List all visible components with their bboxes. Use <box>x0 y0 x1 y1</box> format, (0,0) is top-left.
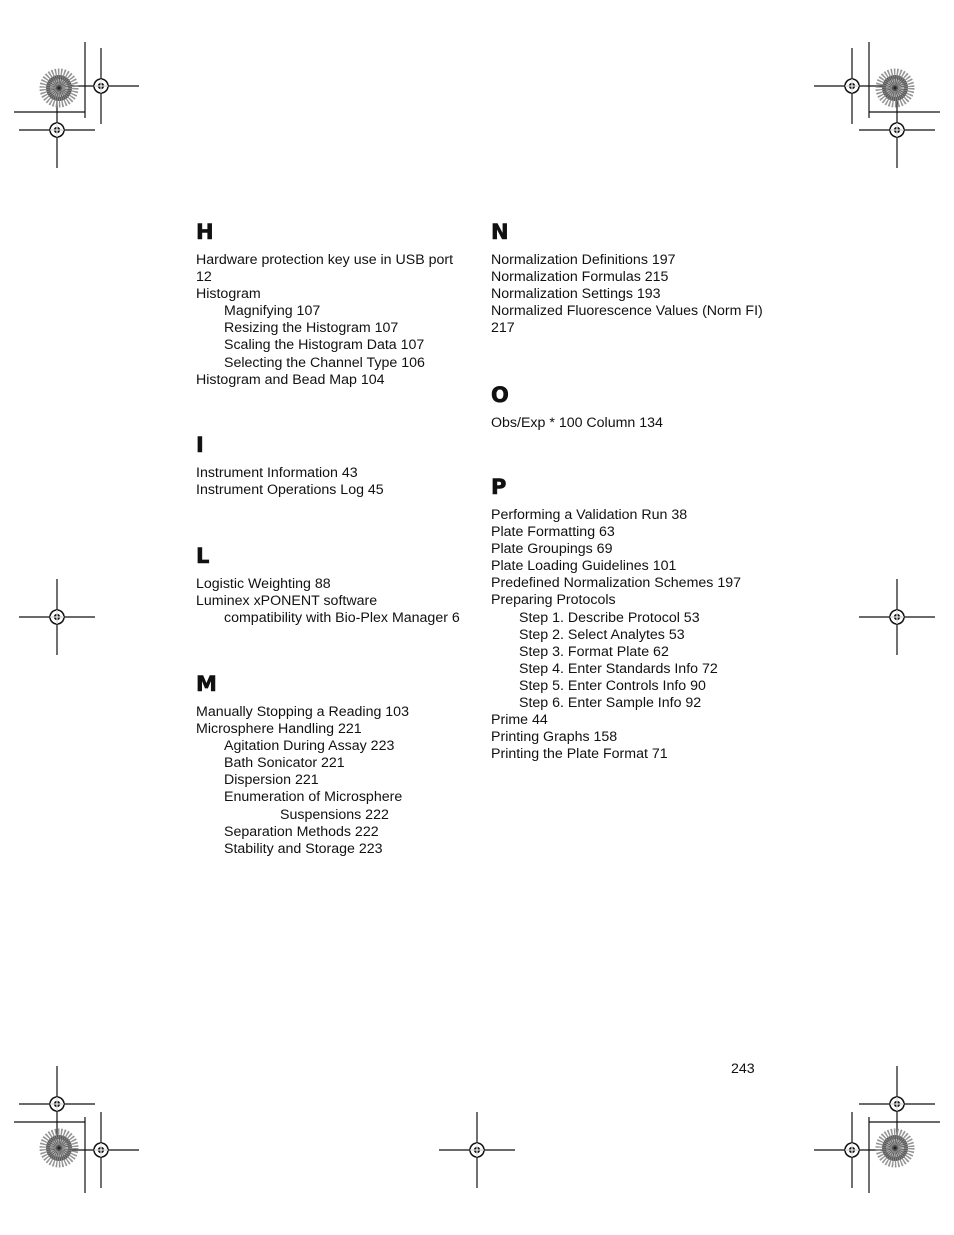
index-entry: Logistic Weighting 88 <box>196 576 331 592</box>
index-entry: Histogram and Bead Map 104 <box>196 371 385 388</box>
index-subentry: Magnifying 107 <box>224 303 321 320</box>
index-subentry: Step 5. Enter Controls Info 90 <box>519 677 706 694</box>
index-subentry: Enumeration of Microsphere <box>224 789 403 806</box>
section-letter: H <box>196 220 214 244</box>
section-letter: N <box>491 220 509 244</box>
index-entry: Normalized Fluorescence Values (Norm FI) <box>491 303 763 320</box>
index-entry: Histogram <box>196 286 261 303</box>
index-subentry: Step 1. Describe Protocol 53 <box>519 609 700 626</box>
index-subentry: Step 4. Enter Standards Info 72 <box>519 660 718 677</box>
section-letter: O <box>491 383 509 407</box>
index-entry: Plate Formatting 63 <box>491 524 615 541</box>
index-section-i <box>196 433 476 499</box>
index-subentry: Step 3. Format Plate 62 <box>519 643 669 660</box>
index-entry: Normalization Formulas 215 <box>491 269 669 286</box>
index-entry: Instrument Information 43 <box>196 465 358 481</box>
registration-target <box>19 579 95 655</box>
registration-target <box>439 1112 515 1188</box>
index-section-n <box>491 220 771 337</box>
index-section-o <box>491 383 771 432</box>
index-subentry: Stability and Storage 223 <box>224 840 383 857</box>
index-subentry: Selecting the Channel Type 106 <box>224 354 425 371</box>
color-star-target <box>46 75 72 101</box>
index-entry: Microsphere Handling 221 <box>196 721 362 738</box>
index-entry: Performing a Validation Run 38 <box>491 507 688 523</box>
index-entry: 217 <box>491 320 515 337</box>
section-letter: L <box>196 544 210 568</box>
index-entry: Hardware protection key use in USB port <box>196 252 454 268</box>
index-section-m <box>196 672 476 858</box>
section-letter: M <box>196 672 217 696</box>
index-subentry: Separation Methods 222 <box>224 823 379 840</box>
registration-target <box>859 92 935 168</box>
section-letter: P <box>491 475 507 499</box>
index-subentry: Scaling the Histogram Data 107 <box>224 337 425 354</box>
index-entry: Preparing Protocols <box>491 592 616 609</box>
registration-target <box>19 1066 95 1142</box>
color-star-target <box>46 1135 72 1161</box>
index-entry: Predefined Normalization Schemes 197 <box>491 575 741 592</box>
index-subentry: Resizing the Histogram 107 <box>224 320 399 337</box>
index-entry: Instrument Operations Log 45 <box>196 482 384 499</box>
index-entry: 12 <box>196 269 212 286</box>
index-entry: Normalization Settings 193 <box>491 286 661 303</box>
index-entry: Manually Stopping a Reading 103 <box>196 704 409 720</box>
index-entry: Plate Loading Guidelines 101 <box>491 558 677 575</box>
index-subentry: Step 6. Enter Sample Info 92 <box>519 695 702 712</box>
registration-target <box>859 579 935 655</box>
index-section-p <box>491 475 771 763</box>
index-entry: Plate Groupings 69 <box>491 541 613 558</box>
registration-target <box>63 1112 139 1188</box>
color-star-target <box>882 75 908 101</box>
index-entry: Normalization Definitions 197 <box>491 252 676 268</box>
index-entry: Obs/Exp * 100 Column 134 <box>491 415 663 431</box>
index-subentry: Dispersion 221 <box>224 772 319 789</box>
index-subentry: compatibility with Bio-Plex Manager 6 <box>224 610 460 627</box>
index-entry: Luminex xPONENT software <box>196 593 378 610</box>
index-entry: Printing the Plate Format 71 <box>491 746 668 763</box>
color-star-target <box>882 1135 908 1161</box>
index-entry: Prime 44 <box>491 712 548 729</box>
index-subentry: Agitation During Assay 223 <box>224 738 395 755</box>
index-subsubentry: Suspensions 222 <box>280 806 389 823</box>
index-section-h <box>196 220 476 389</box>
index-entry: Printing Graphs 158 <box>491 729 618 746</box>
section-letter: I <box>196 433 204 457</box>
index-section-l <box>196 544 476 627</box>
index-subentry: Step 2. Select Analytes 53 <box>519 626 685 643</box>
page-number: 243 <box>731 1061 755 1077</box>
index-subentry: Bath Sonicator 221 <box>224 755 345 772</box>
